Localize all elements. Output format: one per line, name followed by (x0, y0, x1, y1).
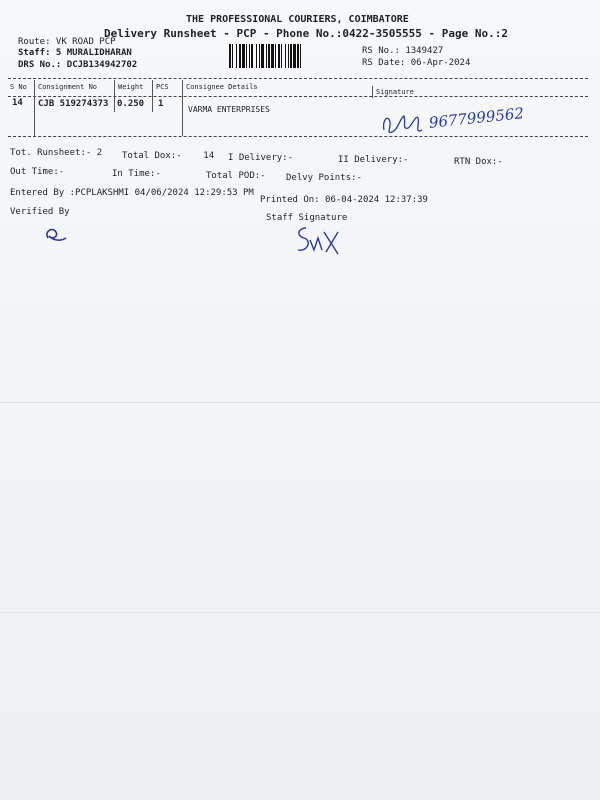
barcode-bar (301, 44, 303, 68)
col-header-consignee: Consignee Details (186, 83, 258, 91)
drs-value: DCJB134942702 (66, 60, 138, 70)
rs-number: RS No.: 1349427 (362, 46, 444, 56)
col-divider (34, 80, 35, 136)
runsheet-title: Delivery Runsheet - PCP - Phone No.:0422-3505555 - Page No.:2 (104, 27, 508, 40)
ii-delivery: II Delivery:- (338, 155, 409, 165)
entered-by: Entered By :PCPLAKSHMI 04/06/2024 12:29:53 PM (10, 188, 254, 198)
route-label: Route: VK ROAD PCP (18, 37, 116, 47)
col-header-weight: Weight (118, 83, 144, 91)
in-time: In Time:- (112, 169, 161, 179)
table-bottom-rule (8, 136, 588, 137)
table-header-rule (8, 96, 588, 97)
i-delivery: I Delivery:- (228, 153, 294, 163)
delvy-points: Delvy Points:- (286, 173, 362, 183)
col-divider (182, 80, 183, 136)
tot-runsheet: Tot. Runsheet:- 2 (10, 148, 103, 158)
barcode (229, 44, 357, 68)
rs-date: RS Date: 06-Apr-2024 (362, 58, 471, 68)
verified-by: Verified By (10, 207, 70, 217)
row-sno: 14 (12, 98, 23, 108)
row-pcs: 1 (158, 99, 164, 109)
col-divider (152, 80, 153, 112)
drs-label: DRS No.: (18, 60, 62, 70)
staff-label: Staff: 5 MURALIDHARAN (18, 48, 132, 58)
row-weight: 0.250 (117, 99, 145, 109)
row-consignee: VARMA ENTERPRISES (188, 105, 270, 114)
drs-number (18, 60, 137, 70)
printed-on: Printed On: 06-04-2024 12:37:39 (260, 195, 428, 205)
col-header-signature: Signature (376, 88, 414, 96)
table-top-rule (8, 78, 588, 79)
verified-initials (40, 224, 70, 246)
col-header-sno: S No (10, 83, 27, 91)
col-header-consignment: Consignment No (38, 83, 98, 91)
col-divider (372, 86, 373, 98)
paper-crease (0, 612, 600, 613)
col-header-pcs: PCS (156, 83, 169, 91)
row-consignment: CJB 519274373 (38, 99, 109, 109)
out-time: Out Time:- (10, 167, 65, 177)
col-divider (114, 80, 115, 112)
rtn-dox: RTN Dox:- (454, 157, 503, 167)
company-name: THE PROFESSIONAL COURIERS, COIMBATORE (186, 14, 409, 25)
paper-crease (0, 402, 600, 403)
total-dox (122, 151, 214, 161)
total-pod: Total POD:- (206, 171, 266, 181)
staff-signature-label: Staff Signature (266, 213, 348, 223)
total-dox-value: 14 (203, 151, 215, 161)
staff-signature (290, 222, 346, 258)
handwritten-phone: 9677999562 (428, 104, 525, 132)
total-dox-label: Total Dox:- (122, 151, 182, 161)
